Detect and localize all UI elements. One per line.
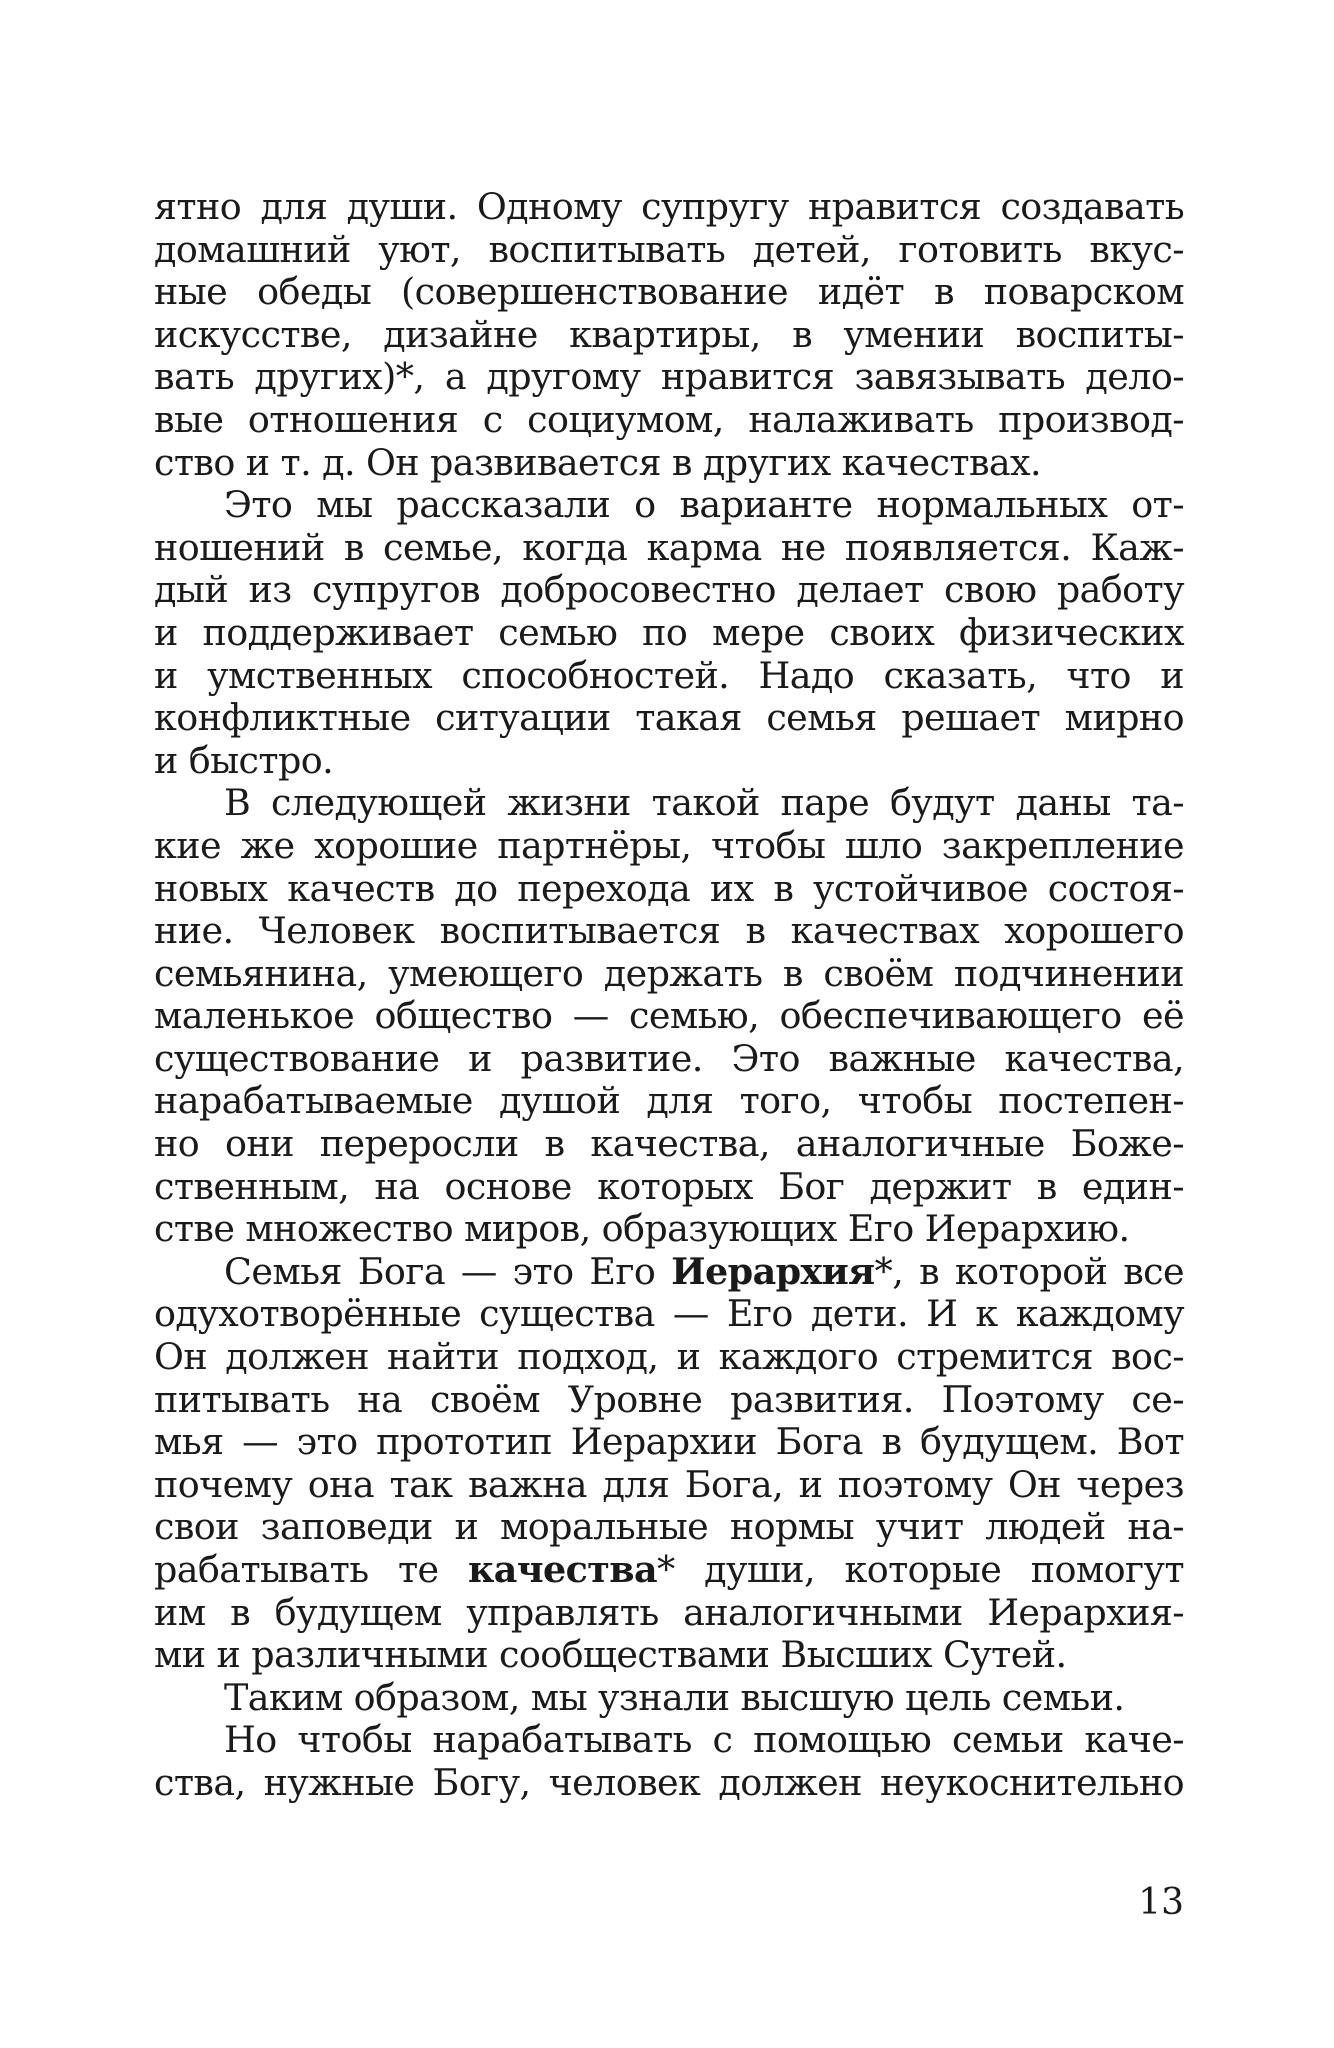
text-line: одухотворённые существа — Его дети. И к каждому: [154, 1292, 1184, 1336]
text-line: ственным, на основе которых Бог держит в един-: [154, 1164, 1184, 1208]
text-line: семьянина, умеющего держать в своём подчинении: [154, 951, 1184, 995]
text-line: новых качеств до перехода их в устойчивое состоя-: [154, 866, 1184, 910]
text-line: питывать на своём Уровне развития. Поэтому се-: [154, 1377, 1184, 1421]
text-line: Таким образом, мы узнали высшую цель семьи.: [224, 1675, 1125, 1719]
text-line: но они переросли в качества, аналогичные Боже-: [154, 1122, 1184, 1166]
text-line: и быстро.: [154, 738, 334, 782]
paragraph: [154, 1677, 1184, 1720]
text-line: им в будущем управлять аналогичными Иерархия-: [154, 1590, 1184, 1634]
bold-term-qualities: качества: [468, 1548, 658, 1591]
text-line: ные обеды (совершенствование идёт в поварском: [154, 270, 1184, 314]
text-line: [154, 1251, 1184, 1294]
text-line: маленькое общество — семью, обеспечивающего её: [154, 994, 1184, 1038]
text-line: кие же хорошие партнёры, чтобы шло закрепление: [154, 823, 1184, 867]
text-line: свои заповеди и моральные нормы учит людей на-: [154, 1505, 1184, 1549]
text-line: [154, 1549, 1184, 1592]
paragraph: [154, 1251, 1184, 1677]
text-line: ства, нужные Богу, человек должен неукоснительно: [154, 1760, 1184, 1804]
text-line: ятно для души. Одному супругу нравится создавать: [154, 185, 1184, 228]
text-line: существование и развитие. Это важные качества,: [154, 1036, 1184, 1080]
page-number: 13: [1138, 1882, 1184, 1923]
body-text: [154, 186, 1184, 1805]
text-line: ние. Человек воспитывается в качествах хорошего: [154, 909, 1184, 953]
text-line: вые отношения с социумом, налаживать производ-: [154, 397, 1184, 441]
text-line: В следующей жизни такой паре будут даны та-: [224, 781, 1184, 825]
text-span: Семья Бога — это Его: [224, 1249, 672, 1293]
paragraph: [154, 186, 1184, 484]
text-line: и поддерживает семью по мере своих физических: [154, 610, 1184, 654]
paragraph: [154, 782, 1184, 1251]
text-span: * души, которые помогут: [657, 1548, 1184, 1591]
text-line: домашний уют, воспитывать детей, готовить вкус-: [154, 227, 1184, 271]
text-line: мья — это прототип Иерархии Бога в будущем. Вот: [154, 1420, 1184, 1464]
text-line: ство и т. д. Он развивается в других качествах.: [154, 440, 1042, 484]
text-line: ми и различными сообществами Высших Сутей.: [154, 1633, 1067, 1677]
text-line: стве множество миров, образующих Его Иерархию.: [154, 1207, 1130, 1251]
text-span: рабатывать те: [154, 1548, 469, 1591]
text-span: *, в которой все: [874, 1249, 1184, 1293]
text-line: искусстве, дизайне квартиры, в умении воспиты-: [154, 312, 1184, 356]
text-line: вать других)*, а другому нравится завязывать дело-: [154, 355, 1184, 399]
text-line: и умственных способностей. Надо сказать, что и: [154, 653, 1184, 697]
text-line: ношений в семье, когда карма не появляется. Каж-: [154, 525, 1184, 569]
text-line: нарабатываемые душой для того, чтобы постепен-: [154, 1079, 1184, 1123]
bold-term-hierarchy: Иерархия: [671, 1249, 875, 1293]
text-line: Но чтобы нарабатывать с помощью семьи каче-: [224, 1718, 1184, 1762]
paragraph: [154, 1719, 1184, 1804]
paragraph: [154, 484, 1184, 782]
text-line: конфликтные ситуации такая семья решает мирно: [154, 696, 1184, 740]
text-line: Это мы рассказали о варианте нормальных от-: [224, 483, 1184, 527]
text-line: дый из супругов добросовестно делает свою работу: [154, 568, 1184, 612]
text-line: Он должен найти подход, и каждого стремится вос-: [154, 1335, 1184, 1379]
text-line: почему она так важна для Бога, и поэтому Он через: [154, 1462, 1184, 1506]
